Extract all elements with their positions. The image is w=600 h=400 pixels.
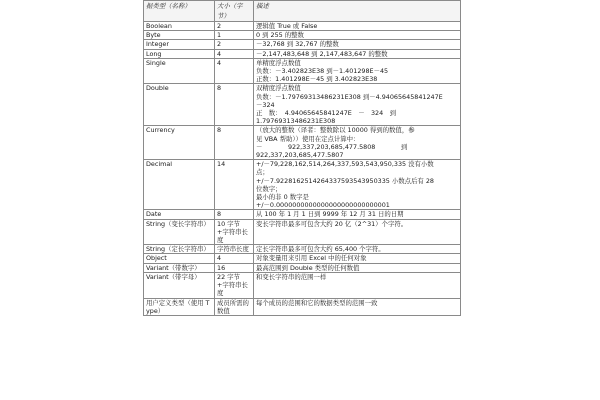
description-line: 见 VBA 帮助））使用在定点计算中：	[256, 134, 360, 143]
description-line: － 922,337,203,685,477.5808 到	[256, 142, 408, 151]
cell-type-name: Variant（带数字）	[144, 263, 215, 272]
cell-description	[254, 219, 461, 245]
cell-size: 16	[215, 263, 254, 272]
table-row	[144, 263, 461, 272]
table-row	[144, 126, 461, 160]
description-line: 逻辑值 True 或 False	[256, 22, 318, 30]
cell-size: 14	[215, 160, 254, 210]
description-line: 对象变量用来引用 Excel 中的任何对象	[256, 254, 367, 263]
cell-size: 8	[215, 84, 254, 126]
description-line: －32,768 到 32,767 的整数	[256, 40, 339, 49]
description-line: +/－0.0000000000000000000000000001	[256, 201, 390, 210]
cell-description	[254, 40, 461, 49]
cell-type-name: Object	[144, 254, 215, 263]
cell-size: 10 字节+字符串长度	[215, 219, 254, 245]
table-row	[144, 58, 461, 84]
cell-description	[254, 31, 461, 40]
table-row	[144, 40, 461, 49]
cell-description	[254, 272, 461, 298]
description-line: 双精度浮点数值	[256, 84, 301, 93]
table-row	[144, 31, 461, 40]
cell-size: 字符串长度	[215, 245, 254, 254]
table-row	[144, 160, 461, 210]
description-line: 点；	[256, 168, 269, 177]
cell-type-name: Variant（带字母）	[144, 272, 215, 298]
cell-type-name: Decimal	[144, 160, 215, 210]
description-line: +/－79,228,162,514,264,337,593,543,950,335 没有小数	[256, 160, 434, 169]
table-row	[144, 22, 461, 31]
description-line: 位数字；	[256, 184, 282, 193]
header-description: 描述	[254, 1, 461, 22]
data-type-table-document	[143, 0, 461, 400]
description-line: 0 到 255 的整数	[256, 31, 304, 40]
description-line: 定长字符串最多可包含大约 65,400 个字符。	[256, 245, 385, 254]
cell-description	[254, 210, 461, 219]
description-line: －2,147,483,648 到 2,147,483,647 的整数	[256, 49, 388, 58]
cell-size: 1	[215, 31, 254, 40]
header-type-name: 据类型（名称）	[144, 1, 215, 22]
description-line: 和变长字符串的范围一样	[256, 272, 327, 281]
cell-type-name: Boolean	[144, 22, 215, 31]
cell-description	[254, 49, 461, 58]
table-header-row	[144, 1, 461, 22]
cell-type-name: String（变长字符串）	[144, 219, 215, 245]
table-row	[144, 254, 461, 263]
cell-type-name: Long	[144, 49, 215, 58]
cell-size: 4	[215, 254, 254, 263]
cell-description	[254, 58, 461, 84]
cell-type-name: Byte	[144, 31, 215, 40]
cell-size: 成员所需的数值	[215, 298, 254, 315]
description-line: 1.79769313486231E308	[256, 117, 336, 126]
description-line: 最小的非 0 数字是	[256, 193, 309, 202]
cell-description	[254, 254, 461, 263]
description-line: 正数：1.401298E－45 到 3.402823E38	[256, 75, 378, 84]
data-type-table	[143, 0, 461, 316]
cell-description	[254, 126, 461, 160]
table-row	[144, 272, 461, 298]
cell-description	[254, 22, 461, 31]
description-line: 负数：－3.402823E38 到－1.401298E－45	[256, 67, 389, 76]
description-line: 最高范围到 Double 类型的任何数值	[256, 263, 360, 272]
cell-size: 4	[215, 49, 254, 58]
table-row	[144, 219, 461, 245]
description-line: 变长字符串最多可包含大约 20 亿（2^31）个字符。	[256, 219, 408, 228]
description-line: 正 数： 4.94065645841247E － 324 到	[256, 109, 396, 118]
table-row	[144, 210, 461, 219]
description-line: （放大的整数（译者：整数除以 10000 得到的数值，参	[256, 126, 415, 135]
cell-description	[254, 298, 461, 315]
cell-type-name: 用户定义类型（使用 Type）	[144, 298, 215, 315]
cell-size: 8	[215, 126, 254, 160]
table-body	[144, 22, 461, 316]
description-line: 负数：－1.79769313486231E308 到－4.94065645841247E	[256, 92, 443, 101]
cell-type-name: Integer	[144, 40, 215, 49]
cell-type-name: Currency	[144, 126, 215, 160]
cell-size: 4	[215, 58, 254, 84]
cell-description	[254, 84, 461, 126]
cell-description	[254, 245, 461, 254]
table-row	[144, 298, 461, 315]
description-line: 从 100 年 1 月 1 日到 9999 年 12 月 31 日的日期	[256, 210, 404, 219]
cell-description	[254, 160, 461, 210]
cell-type-name: Single	[144, 58, 215, 84]
description-line: 922,337,203,685,477.5807	[256, 151, 344, 160]
header-size: 大小（字节）	[215, 1, 254, 22]
table-row	[144, 84, 461, 126]
cell-size: 2	[215, 22, 254, 31]
cell-description	[254, 263, 461, 272]
table-row	[144, 245, 461, 254]
description-line: +/－7.9228162514264337593543950335 小数点后有 28	[256, 176, 434, 185]
description-line: 单精度浮点数值	[256, 58, 301, 67]
description-line: －324	[256, 100, 275, 109]
description-line: 每个成员的范围和它的数据类型的范围一致	[256, 298, 378, 307]
cell-type-name: String（定长字符串）	[144, 245, 215, 254]
cell-size: 2	[215, 40, 254, 49]
cell-size: 8	[215, 210, 254, 219]
cell-size: 22 字节+字符串长度	[215, 272, 254, 298]
cell-type-name: Double	[144, 84, 215, 126]
cell-type-name: Date	[144, 210, 215, 219]
table-row	[144, 49, 461, 58]
